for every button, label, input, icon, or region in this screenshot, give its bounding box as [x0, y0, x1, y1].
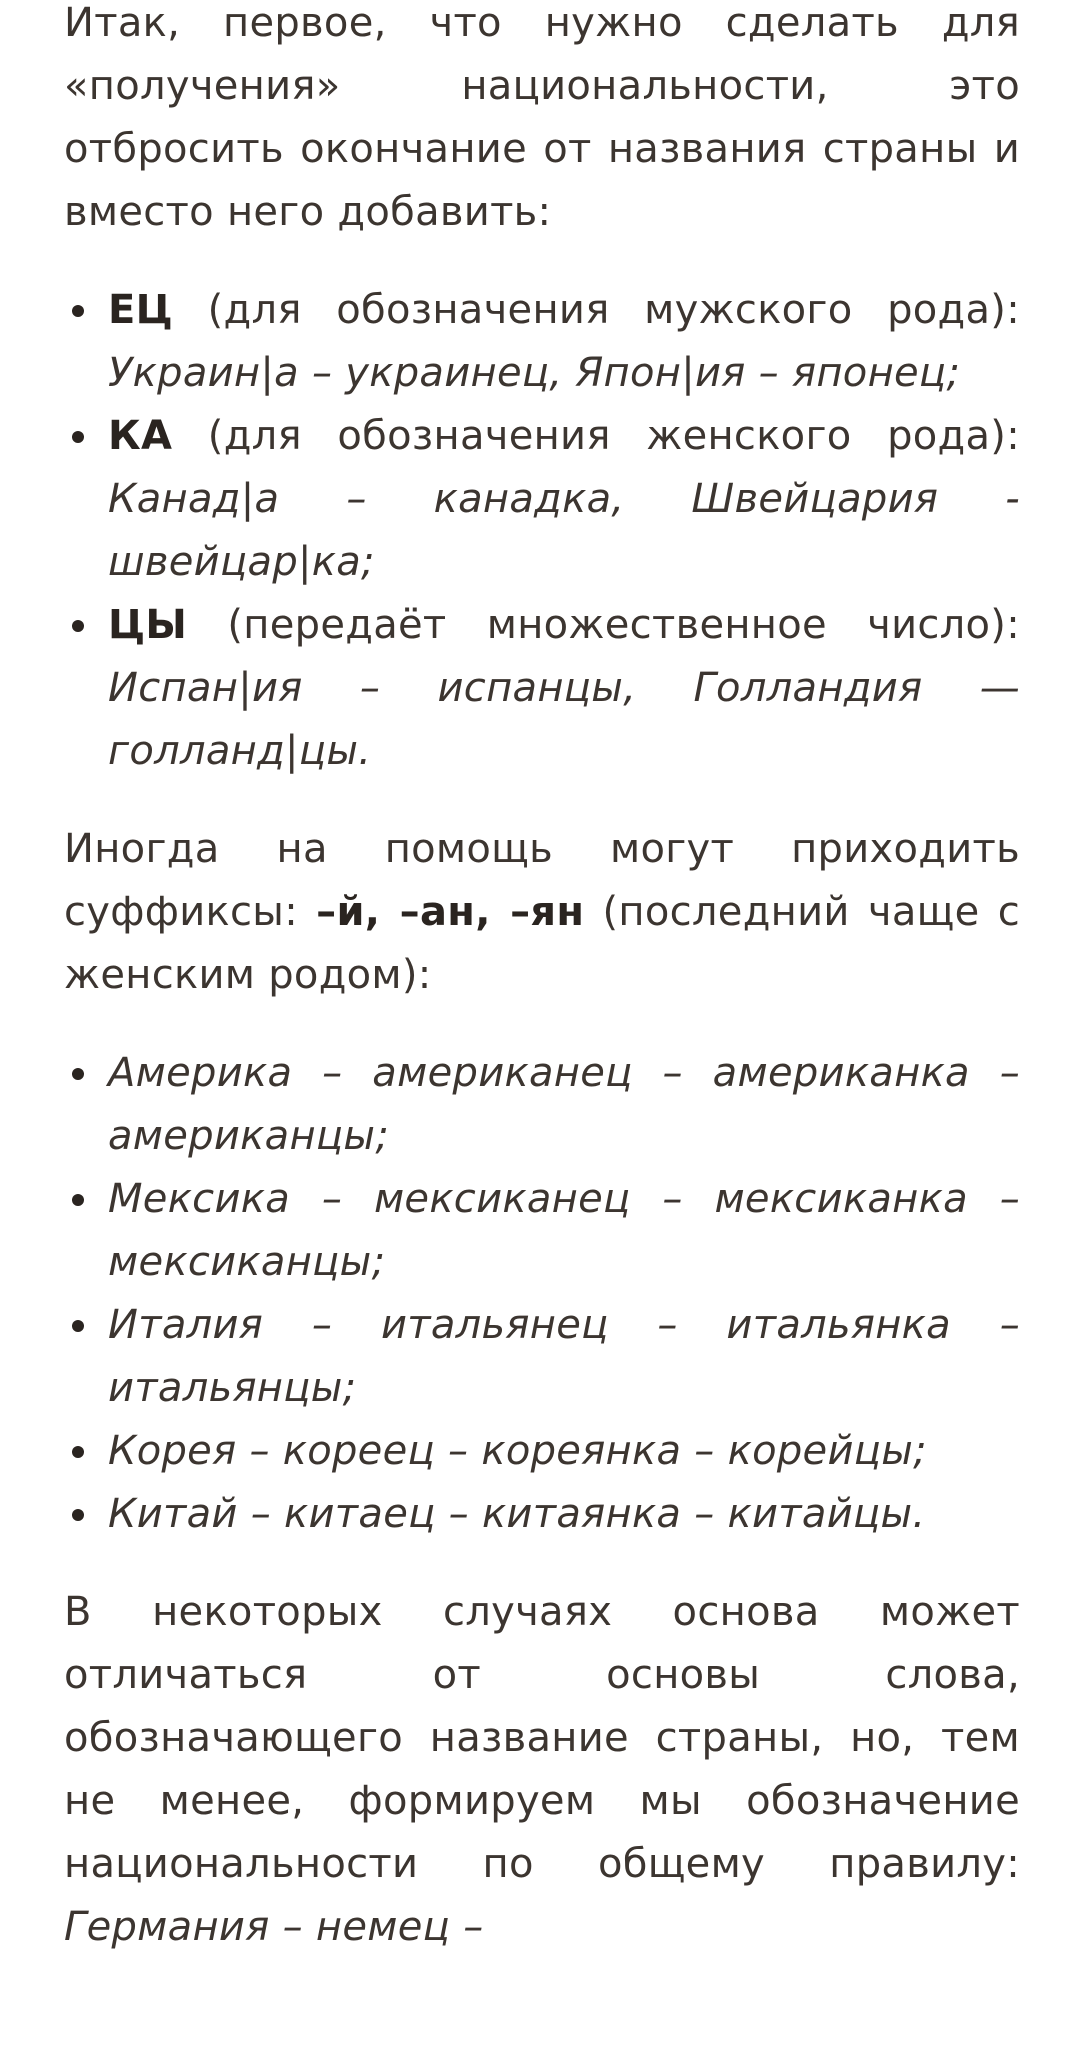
list-item: Китай – китаец – китаянка – китайцы.: [64, 1483, 1020, 1546]
suffixes-note: (последний чаще с женским родом):: [64, 889, 1021, 998]
suffix-term: ЕЦ: [108, 287, 174, 333]
suffix-example: Канад|а – канадка, Швейцария - швейцар|ка;: [108, 476, 1020, 585]
closing-paragraph: [64, 1581, 1020, 1959]
suffix-example: Испан|ия – испанцы, Голландия — голланд|цы.: [108, 665, 1020, 774]
list-item: Америка – американец – американка – американцы;: [64, 1042, 1020, 1168]
suffix-note: (для обозначения женского рода):: [172, 413, 1020, 459]
suffix-note: (для обозначения мужского рода):: [173, 287, 1020, 333]
list-item: Мексика – мексиканец – мексиканка – мексиканцы;: [64, 1168, 1020, 1294]
suffix-term: ЦЫ: [108, 602, 188, 648]
closing-example: Германия – немец –: [64, 1904, 484, 1950]
list-item: [64, 405, 1020, 594]
list-item: [64, 279, 1020, 405]
examples-list: [64, 1042, 1020, 1546]
closing-text: В некоторых случаях основа может отличаться от основы слова, обозначающего название страны, но, тем не менее, формируем мы обозначение национальности по общему правилу:: [64, 1589, 1020, 1887]
suffix-note: (передаёт множественное число):: [187, 602, 1020, 648]
suffix-term: КА: [108, 413, 173, 459]
suffixes-list: –й, –ан, –ян: [316, 889, 585, 935]
list-item: Корея – кореец – кореянка – корейцы;: [64, 1420, 1020, 1483]
suffix-example: Украин|а – украинец, Япон|ия – японец;: [108, 350, 961, 396]
list-item: Италия – итальянец – итальянка – итальянцы;: [64, 1294, 1020, 1420]
article-body: [64, 0, 1020, 1959]
list-item: [64, 594, 1020, 783]
suffixes-intro: Иногда на помощь могут приходить суффиксы:: [64, 826, 1020, 935]
intro-paragraph: Итак, первое, что нужно сделать для «получения» национальности, это отбросить окончание от названия страны и вместо него добавить:: [64, 0, 1020, 235]
suffixes-paragraph: [64, 818, 1020, 1007]
endings-list: [64, 279, 1020, 783]
